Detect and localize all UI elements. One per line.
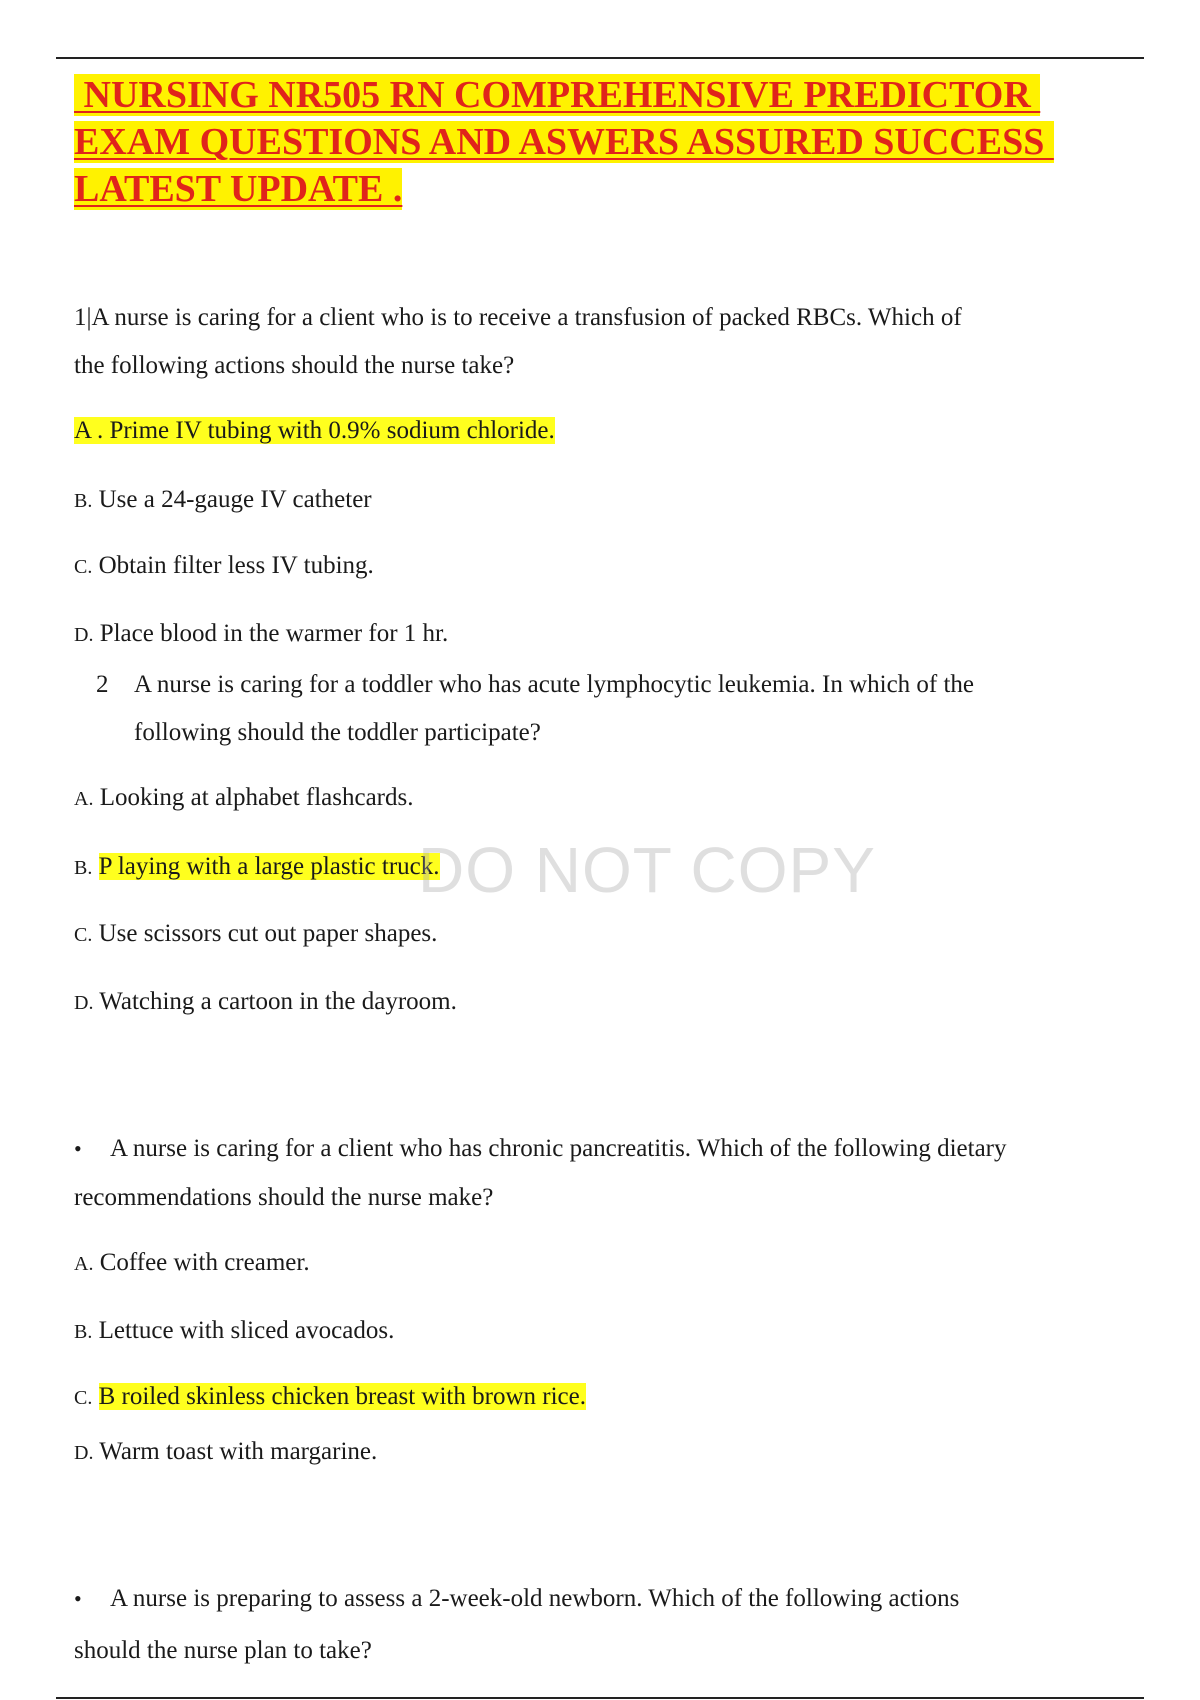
- option-text: Place blood in the warmer for 1 hr.: [93, 620, 449, 647]
- bullet-icon: •: [74, 1136, 82, 1161]
- question-2-option-b: [74, 852, 440, 883]
- option-text: Obtain filter less IV tubing.: [92, 552, 374, 579]
- option-letter: C.: [74, 1387, 93, 1409]
- highlighted-answer: B roiled skinless chicken breast with brown rice.: [98, 1383, 586, 1410]
- option-letter: C.: [74, 556, 93, 578]
- highlighted-answer: [74, 417, 555, 444]
- question-4-stem-line-2: should the nurse plan to take?: [74, 1637, 372, 1664]
- option-text: Coffee with creamer.: [93, 1249, 310, 1276]
- document-title: [74, 72, 1134, 213]
- option-text: Warm toast with margarine.: [93, 1438, 378, 1465]
- highlighted-answer: P laying with a large plastic truck.: [98, 853, 440, 880]
- question-number: 2: [96, 671, 109, 698]
- question-1-stem-line-1: 1|A nurse is caring for a client who is to receive a transfusion of packed RBCs. Which of: [74, 304, 962, 331]
- option-text: Watching a cartoon in the dayroom.: [93, 988, 457, 1015]
- option-letter: B.: [74, 490, 93, 512]
- question-1-option-b: [74, 485, 372, 516]
- option-text: . Prime IV tubing with 0.9% sodium chloride.: [90, 417, 555, 444]
- option-letter: C.: [74, 924, 93, 946]
- option-letter: A: [74, 417, 91, 444]
- question-3-stem-line-1: [74, 1134, 1006, 1164]
- watermark: DO NOT COPY: [418, 834, 876, 906]
- option-text: Looking at alphabet flashcards.: [93, 784, 414, 811]
- option-text: Use a 24-gauge IV catheter: [92, 486, 372, 513]
- option-text: Lettuce with sliced avocados.: [92, 1317, 395, 1344]
- question-4-stem-line-1: [74, 1584, 959, 1614]
- question-1-option-d: [74, 619, 448, 650]
- question-2-option-a: [74, 783, 414, 814]
- question-3-option-b: [74, 1316, 394, 1347]
- option-letter: A.: [74, 788, 94, 810]
- question-3-option-c: [74, 1382, 586, 1413]
- question-3-stem-line-2: recommendations should the nurse make?: [74, 1184, 494, 1211]
- bottom-rule: [56, 1697, 1144, 1699]
- question-2-option-d: [74, 987, 457, 1018]
- question-2-option-c: [74, 919, 437, 950]
- question-2-stem-line-2: following should the toddler participate?: [134, 719, 541, 746]
- option-text: Use scissors cut out paper shapes.: [92, 920, 438, 947]
- option-letter: A.: [74, 1253, 94, 1275]
- question-1-stem-line-2: the following actions should the nurse take?: [74, 352, 515, 379]
- option-letter: B.: [74, 857, 93, 879]
- option-letter: D.: [74, 1442, 94, 1464]
- title-line-2: EXAM QUESTIONS AND ASWERS ASSURED SUCCESS: [74, 121, 1054, 163]
- stem-text: A nurse is preparing to assess a 2-week-old newborn. Which of the following actions: [110, 1585, 960, 1612]
- question-3-option-d: [74, 1437, 377, 1468]
- title-line-1: NURSING NR505 RN COMPREHENSIVE PREDICTOR: [74, 74, 1041, 116]
- bullet-icon: •: [74, 1586, 82, 1611]
- question-3-option-a: [74, 1248, 310, 1279]
- top-rule: [56, 57, 1144, 59]
- stem-text: A nurse is caring for a toddler who has acute lymphocytic leukemia. In which of the: [134, 671, 975, 698]
- option-letter: D.: [74, 992, 94, 1014]
- option-letter: B.: [74, 1321, 93, 1343]
- option-letter: D.: [74, 624, 94, 646]
- question-1-option-a: [74, 416, 555, 446]
- question-2-stem-line-1: [96, 670, 974, 700]
- stem-text: A nurse is caring for a client who has chronic pancreatitis. Which of the following dietary: [110, 1135, 1007, 1162]
- title-line-3: LATEST UPDATE .: [74, 168, 403, 210]
- question-1-option-c: [74, 551, 374, 582]
